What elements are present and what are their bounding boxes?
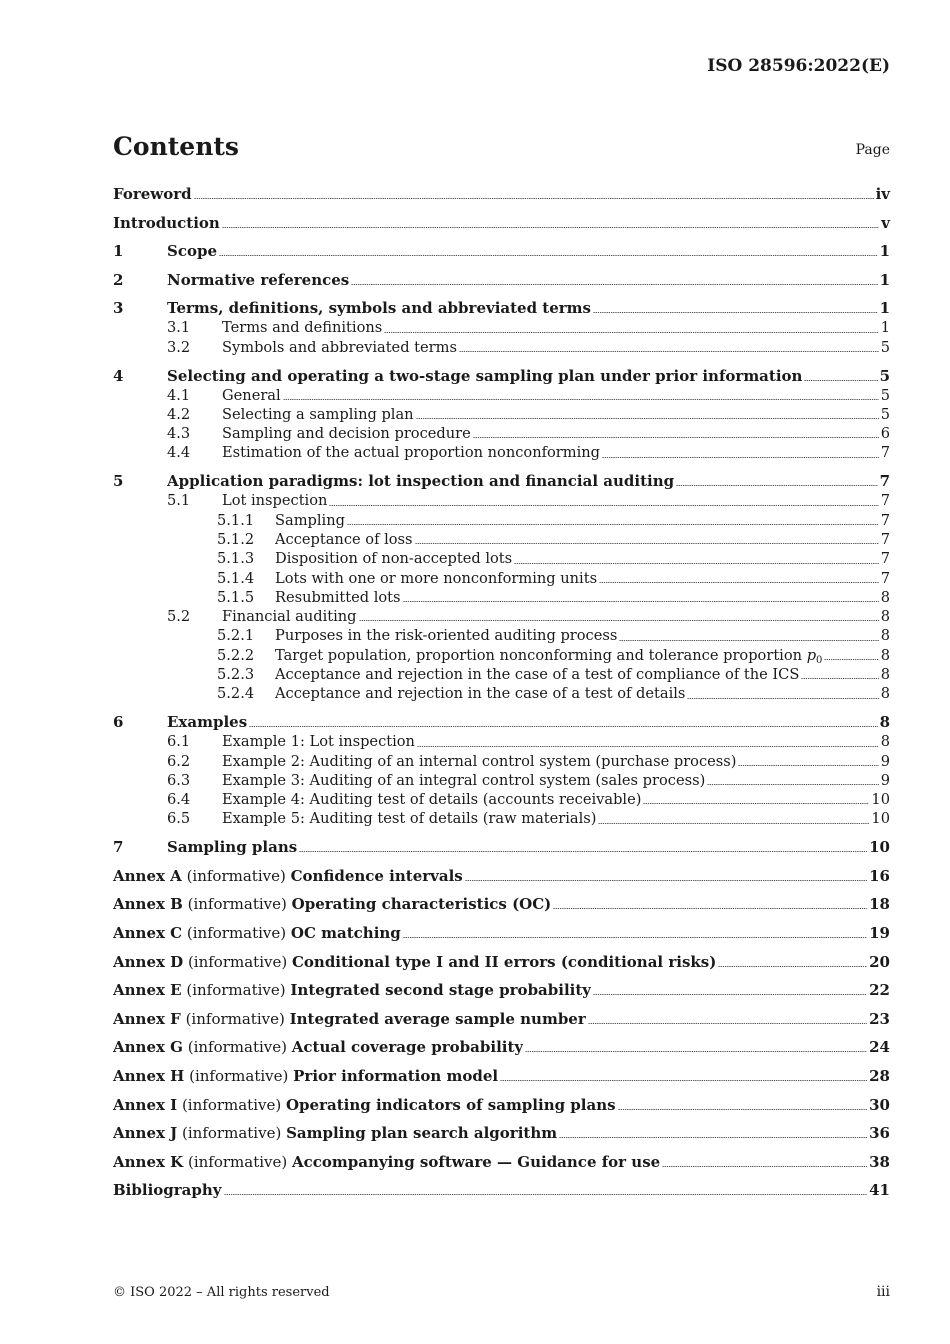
- toc-title-text: Selecting and operating a two-stage sampling plan under prior information: [167, 366, 803, 385]
- toc-entry[interactable]: [113, 1095, 890, 1115]
- toc-entry-page: 8: [880, 646, 890, 664]
- toc-entry-title: [222, 752, 736, 771]
- toc-entry-number: 5.2.4: [217, 685, 255, 703]
- math-subscript: 0: [816, 654, 823, 666]
- toc-entry-page: 24: [869, 1038, 890, 1057]
- annex-title: Sampling plan search algorithm: [286, 1124, 558, 1143]
- toc-entry-number: 5: [113, 472, 124, 491]
- toc-entry[interactable]: [113, 752, 890, 771]
- toc-entry-number: 5.1: [167, 492, 191, 510]
- toc-title-text: Terms, definitions, symbols and abbreviated terms: [167, 299, 591, 318]
- annex-title: Accompanying software — Guidance for use: [292, 1152, 661, 1171]
- toc-entry-title: [222, 491, 327, 510]
- dot-leader: [219, 255, 878, 256]
- dot-leader: [500, 1080, 867, 1081]
- toc-entry-number: 5.1.5: [217, 588, 255, 606]
- dot-leader: [222, 227, 879, 228]
- annex-type: (informative): [180, 1009, 290, 1028]
- toc-entry-title: [113, 894, 551, 914]
- toc-title-text: General: [222, 386, 281, 404]
- toc-entry[interactable]: [113, 665, 890, 684]
- annex-label: Annex E: [113, 981, 182, 1000]
- toc-heading: Contents: [113, 132, 240, 161]
- toc-entry[interactable]: [113, 837, 890, 857]
- toc-entry[interactable]: [113, 866, 890, 886]
- annex-title: Operating indicators of sampling plans: [285, 1095, 616, 1114]
- toc-entry-title: [275, 665, 799, 684]
- dot-leader: [359, 620, 879, 621]
- toc-entry-page: 8: [880, 608, 890, 626]
- toc-entry-number: 6.1: [167, 733, 191, 751]
- toc-entry-title: [113, 1152, 660, 1172]
- toc-entry-page: 18: [869, 895, 890, 914]
- toc-entry-page: 5: [879, 366, 890, 385]
- toc-entry-title: [222, 386, 281, 405]
- annex-label: Annex D: [113, 952, 184, 971]
- dot-leader: [804, 380, 877, 381]
- toc-entry-title: [113, 184, 192, 204]
- toc-entry[interactable]: [113, 980, 890, 1000]
- toc-entry[interactable]: [113, 684, 890, 703]
- toc-entry[interactable]: [113, 511, 890, 530]
- toc-entry-page: 8: [880, 733, 890, 751]
- toc-entry-title: [167, 471, 674, 491]
- toc-entry[interactable]: [113, 491, 890, 510]
- toc-entry-page: 8: [880, 588, 890, 606]
- toc-entry[interactable]: [113, 790, 890, 809]
- toc-entry-title: [275, 569, 597, 588]
- toc-entry[interactable]: [113, 626, 890, 645]
- toc-entry-number: 7: [113, 838, 124, 857]
- toc-title-text: Sampling and decision procedure: [222, 425, 471, 443]
- toc-entry-page: 1: [879, 242, 890, 261]
- toc-entry-page: 8: [880, 627, 890, 645]
- annex-label: Annex F: [113, 1009, 181, 1028]
- toc-entry[interactable]: [113, 1180, 890, 1200]
- toc-entry-title: [113, 1037, 523, 1057]
- toc-title-text: Normative references: [167, 270, 350, 289]
- toc-entry-number: 5.1.4: [217, 569, 255, 587]
- dot-leader: [599, 582, 879, 583]
- toc-entry-number: 6.4: [167, 791, 191, 809]
- toc-entry-title: [113, 1066, 498, 1086]
- dot-leader: [415, 543, 879, 544]
- dot-leader: [593, 994, 867, 995]
- annex-type: (informative): [181, 866, 291, 885]
- toc-entry-page: 7: [880, 530, 890, 548]
- toc-entry-number: 6.2: [167, 752, 191, 770]
- toc-entry-page: 9: [880, 771, 890, 789]
- toc-entry-page: 36: [869, 1124, 890, 1143]
- toc-entry-number: 5.2.3: [217, 666, 255, 684]
- annex-type: (informative): [182, 924, 291, 943]
- toc-entry-number: 6.3: [167, 771, 191, 789]
- toc-entry-number: 3: [113, 299, 124, 318]
- toc-entry-title: [222, 405, 414, 424]
- toc-entry-number: 5.2: [167, 608, 191, 626]
- toc-title-text: Estimation of the actual proportion nonconforming: [222, 444, 600, 462]
- toc-title-text: Examples: [167, 713, 248, 732]
- dot-leader: [465, 880, 867, 881]
- toc-entry[interactable]: [113, 241, 890, 261]
- toc-entry-page: 5: [880, 338, 890, 356]
- toc-entry-title: [113, 866, 463, 886]
- toc-entry[interactable]: [113, 549, 890, 568]
- annex-type: (informative): [183, 1152, 292, 1171]
- toc-title-text: Lots with one or more nonconforming units: [275, 569, 598, 587]
- toc-entry-number: 4.3: [167, 425, 191, 443]
- dot-leader: [329, 505, 878, 506]
- dot-leader: [403, 937, 867, 938]
- toc-entry-number: 1: [113, 242, 124, 261]
- toc-entry-number: 4: [113, 366, 124, 385]
- toc-entry-number: 5.1.3: [217, 550, 255, 568]
- toc-entry-page: 10: [871, 791, 890, 809]
- annex-type: (informative): [182, 895, 292, 914]
- toc-entry-page: 10: [871, 810, 890, 828]
- toc-entry-title: [275, 549, 512, 568]
- dot-leader: [738, 765, 878, 766]
- toc-entry-page: 6: [880, 425, 890, 443]
- toc-entry-title: [222, 443, 600, 462]
- annex-title: OC matching: [290, 924, 401, 943]
- annex-type: (informative): [181, 981, 291, 1000]
- toc-entry-number: 2: [113, 270, 124, 289]
- dot-leader: [525, 1051, 867, 1052]
- toc-entry-title: [167, 241, 217, 261]
- dot-leader: [588, 1023, 867, 1024]
- toc-entry-title: [222, 771, 705, 790]
- toc-entry-title: [222, 607, 357, 626]
- toc-entry[interactable]: [113, 386, 890, 405]
- dot-leader: [824, 659, 878, 660]
- toc-entry-page: 1: [879, 270, 890, 289]
- dot-leader: [384, 332, 878, 333]
- toc-title-text: Example 2: Auditing of an internal control system (purchase process): [222, 752, 737, 770]
- toc-title-text: Example 5: Auditing test of details (raw materials): [222, 810, 597, 828]
- toc-entry-title: [222, 809, 596, 828]
- dot-leader: [718, 966, 867, 967]
- dot-leader: [347, 524, 879, 525]
- toc-entry-page: 7: [879, 472, 890, 491]
- dot-leader: [643, 803, 869, 804]
- toc-entry-page: v: [881, 213, 890, 232]
- annex-type: (informative): [177, 1124, 287, 1143]
- toc-entry-page: 1: [879, 299, 890, 318]
- toc-entry[interactable]: [113, 443, 890, 462]
- toc-title-text: Foreword: [113, 185, 192, 203]
- toc-entry-page: 5: [880, 405, 890, 423]
- annex-label: Annex K: [113, 1152, 184, 1171]
- toc-title-text: Selecting a sampling plan: [222, 405, 414, 423]
- toc-entry-page: 7: [880, 444, 890, 462]
- toc-entry-page: 5: [880, 386, 890, 404]
- dot-leader: [676, 485, 877, 486]
- toc-entry[interactable]: [113, 809, 890, 828]
- toc-entry-number: 5.2.1: [217, 627, 255, 645]
- math-variable: p: [806, 646, 817, 664]
- toc-entry-title: [113, 213, 220, 233]
- dot-leader: [553, 908, 867, 909]
- table-of-contents: [113, 184, 890, 1200]
- toc-entry[interactable]: [113, 1037, 890, 1057]
- toc-entry-page: 20: [869, 952, 890, 971]
- toc-entry-page: 7: [880, 511, 890, 529]
- dot-leader: [299, 851, 867, 852]
- toc-entry-number: 4.4: [167, 444, 191, 462]
- toc-entry-title: [113, 1180, 222, 1200]
- annex-label: Annex G: [113, 1038, 183, 1057]
- annex-label: Annex I: [113, 1095, 178, 1114]
- toc-title-text: Symbols and abbreviated terms: [222, 338, 457, 356]
- toc-title-text: Example 3: Auditing of an integral control system (sales process): [222, 771, 706, 789]
- annex-title: Actual coverage probability: [291, 1038, 524, 1057]
- toc-entry[interactable]: [113, 1123, 890, 1143]
- toc-title-text: Sampling plans: [167, 838, 298, 857]
- toc-entry-title: [222, 424, 471, 443]
- toc-entry-title: [275, 626, 617, 645]
- toc-entry-page: 1: [880, 319, 890, 337]
- toc-entry-title: [275, 530, 413, 549]
- dot-leader: [593, 312, 878, 313]
- dot-leader: [618, 1109, 868, 1110]
- toc-entry-title: [222, 338, 457, 357]
- toc-entry[interactable]: [113, 952, 890, 972]
- toc-entry[interactable]: [113, 270, 890, 290]
- dot-leader: [194, 198, 874, 199]
- toc-entry[interactable]: [113, 366, 890, 386]
- annex-title: Confidence intervals: [290, 866, 463, 885]
- toc-title-text: Financial auditing: [222, 608, 357, 626]
- dot-leader: [459, 351, 879, 352]
- toc-title-text: Example 4: Auditing test of details (accounts receivable): [222, 791, 642, 809]
- toc-entry-title: [113, 923, 401, 943]
- toc-entry[interactable]: [113, 646, 890, 665]
- toc-entry[interactable]: [113, 607, 890, 626]
- toc-entry-page: 19: [869, 924, 890, 943]
- annex-title: Prior information model: [293, 1067, 499, 1086]
- dot-leader: [801, 678, 878, 679]
- dot-leader: [619, 640, 878, 641]
- toc-entry-page: 28: [869, 1067, 890, 1086]
- toc-entry-title: [113, 1095, 616, 1115]
- toc-entry[interactable]: [113, 732, 890, 751]
- dot-leader: [707, 784, 878, 785]
- toc-entry[interactable]: [113, 1066, 890, 1086]
- dot-leader: [283, 399, 879, 400]
- toc-entry-page: 10: [869, 838, 890, 857]
- toc-entry-page: 16: [869, 866, 890, 885]
- toc-entry-number: 5.1.2: [217, 530, 255, 548]
- toc-entry-number: 6.5: [167, 810, 191, 828]
- toc-entry-number: 3.2: [167, 338, 191, 356]
- dot-leader: [249, 726, 877, 727]
- toc-entry[interactable]: [113, 424, 890, 443]
- toc-entry[interactable]: [113, 1009, 890, 1029]
- toc-title-text: Target population, proportion nonconforming and tolerance proportion: [275, 646, 807, 664]
- toc-title-text: Lot inspection: [222, 492, 328, 510]
- toc-entry-title: [167, 298, 591, 318]
- dot-leader: [473, 437, 879, 438]
- toc-entry-title: [222, 790, 641, 809]
- toc-entry[interactable]: [113, 298, 890, 318]
- toc-title-text: Terms and definitions: [222, 319, 383, 337]
- toc-entry-number: 5.1.1: [217, 511, 255, 529]
- toc-entry-number: 4.1: [167, 386, 191, 404]
- toc-entry[interactable]: [113, 923, 890, 943]
- toc-title-text: Sampling: [275, 511, 345, 529]
- toc-entry-title: [275, 684, 685, 703]
- annex-title: Operating characteristics (OC): [291, 895, 552, 914]
- toc-entry-page: 9: [880, 752, 890, 770]
- dot-leader: [416, 418, 879, 419]
- toc-entry-title: [167, 270, 349, 290]
- toc-entry-title: [113, 980, 591, 1000]
- toc-entry-page: iv: [875, 185, 890, 203]
- page-column-label: Page: [855, 142, 890, 158]
- annex-label: Annex J: [113, 1124, 178, 1143]
- toc-entry[interactable]: [113, 588, 890, 607]
- toc-title-text: Bibliography: [113, 1181, 222, 1200]
- toc-entry-page: 7: [880, 492, 890, 510]
- toc-entry-page: 8: [880, 666, 890, 684]
- toc-entry[interactable]: [113, 569, 890, 588]
- toc-entry-title: [167, 366, 802, 386]
- dot-leader: [351, 284, 877, 285]
- annex-type: (informative): [182, 1038, 292, 1057]
- toc-entry-page: 22: [869, 981, 890, 1000]
- toc-entry[interactable]: [113, 530, 890, 549]
- toc-title-text: Acceptance and rejection in the case of a test of compliance of the ICS: [275, 666, 800, 684]
- toc-entry[interactable]: [113, 213, 890, 233]
- toc-entry[interactable]: [113, 184, 890, 204]
- toc-entry[interactable]: [113, 712, 890, 732]
- toc-entry-number: 6: [113, 713, 124, 732]
- toc-entry-page: 41: [869, 1181, 890, 1200]
- annex-title: Conditional type I and II errors (conditional risks): [291, 952, 717, 971]
- dot-leader: [687, 698, 878, 699]
- toc-title-text: Purposes in the risk-oriented auditing process: [275, 627, 618, 645]
- toc-title-text: Application paradigms: lot inspection and financial auditing: [167, 472, 675, 491]
- toc-entry[interactable]: [113, 771, 890, 790]
- annex-label: Annex A: [113, 866, 182, 885]
- dot-leader: [417, 746, 879, 747]
- annex-type: (informative): [183, 952, 292, 971]
- toc-entry-title: [167, 837, 297, 857]
- page-number: iii: [876, 1284, 890, 1300]
- toc-title-text: Acceptance of loss: [275, 530, 413, 548]
- toc-entry-number: 3.1: [167, 319, 191, 337]
- toc-title-text: Disposition of non-accepted lots: [275, 550, 513, 568]
- toc-entry[interactable]: [113, 318, 890, 337]
- annex-label: Annex H: [113, 1067, 185, 1086]
- toc-entry-title: [275, 588, 401, 607]
- toc-title-text: Introduction: [113, 213, 220, 232]
- dot-leader: [224, 1194, 868, 1195]
- toc-entry-number: 5.2.2: [217, 646, 255, 664]
- annex-label: Annex C: [113, 924, 183, 943]
- toc-title-text: Resubmitted lots: [275, 588, 401, 606]
- toc-title-text: Example 1: Lot inspection: [222, 733, 415, 751]
- annex-type: (informative): [184, 1067, 294, 1086]
- toc-entry-page: 38: [869, 1152, 890, 1171]
- annex-title: Integrated average sample number: [289, 1009, 586, 1028]
- toc-entry-title: [113, 1123, 557, 1143]
- toc-entry-title: [275, 511, 345, 530]
- annex-type: (informative): [177, 1095, 286, 1114]
- toc-entry[interactable]: [113, 405, 890, 424]
- toc-title-text: Scope: [167, 242, 218, 261]
- dot-leader: [602, 457, 879, 458]
- copyright-notice: © ISO 2022 – All rights reserved: [113, 1285, 330, 1300]
- document-id: ISO 28596:2022(E): [707, 56, 890, 76]
- toc-entry-page: 30: [869, 1095, 890, 1114]
- toc-entry-title: [167, 712, 247, 732]
- toc-entry[interactable]: [113, 338, 890, 357]
- toc-entry-page: 23: [869, 1009, 890, 1028]
- dot-leader: [403, 601, 879, 602]
- toc-entry-title: [222, 318, 382, 337]
- toc-entry-number: 4.2: [167, 405, 191, 423]
- dot-leader: [559, 1137, 867, 1138]
- toc-entry-title: [222, 732, 415, 751]
- toc-entry-page: 7: [880, 569, 890, 587]
- toc-entry-page: 8: [879, 713, 890, 732]
- dot-leader: [598, 823, 869, 824]
- toc-entry[interactable]: [113, 894, 890, 914]
- dot-leader: [662, 1166, 867, 1167]
- toc-entry-page: 7: [880, 550, 890, 568]
- toc-title-text: Acceptance and rejection in the case of a test of details: [275, 685, 686, 703]
- dot-leader: [514, 563, 879, 564]
- toc-entry-title: [113, 952, 716, 972]
- annex-label: Annex B: [113, 895, 183, 914]
- toc-entry[interactable]: [113, 471, 890, 491]
- toc-entry-page: 8: [880, 685, 890, 703]
- toc-entry-title: [113, 1009, 586, 1029]
- toc-entry[interactable]: [113, 1152, 890, 1172]
- annex-title: Integrated second stage probability: [290, 981, 591, 1000]
